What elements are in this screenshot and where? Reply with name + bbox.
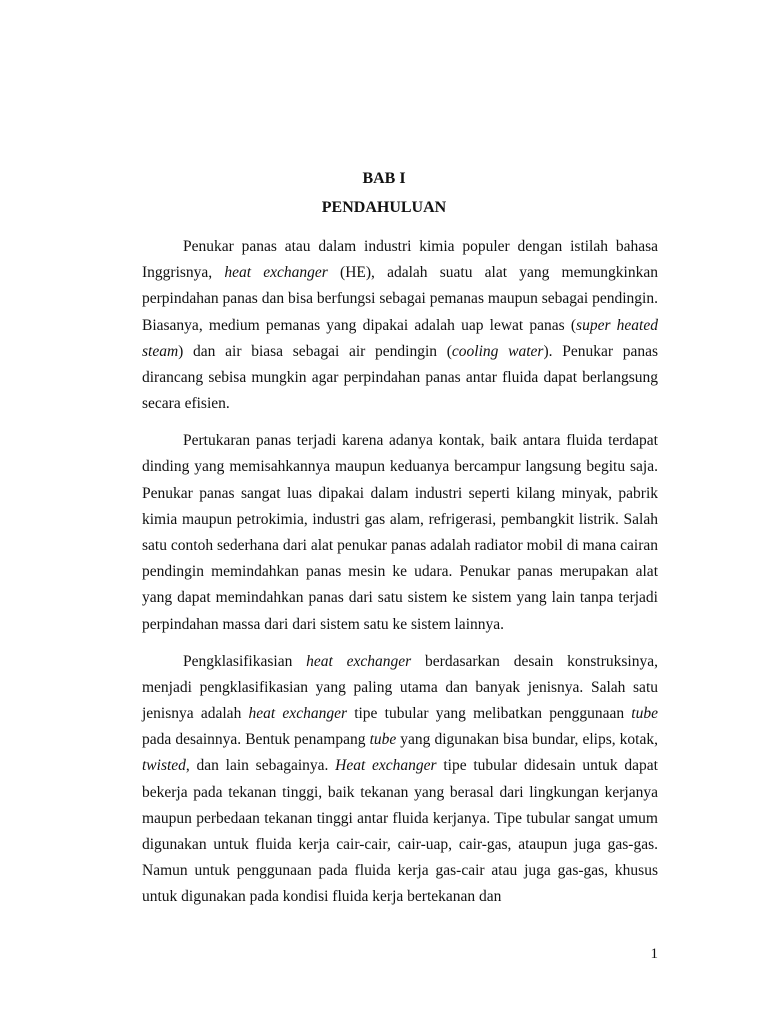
text-run: Penukar panas atau dalam industri kimia populer dengan istilah bahasa Inggrisnya, — [142, 238, 658, 282]
text-run: ). Penukar panas dirancang sebisa mungkin agar perpindahan panas antar fluida dapat berlangsung secara efisien. — [142, 342, 659, 413]
italic-term: tube — [631, 705, 658, 723]
chapter-number: BAB I — [362, 170, 406, 187]
body-text — [142, 234, 658, 911]
italic-term: heat exchanger — [306, 652, 412, 670]
text-run: berdasarkan desain konstruksinya, menjadi pengklasifikasian yang paling utama dan banyak jenisnya. Salah satu jenisnya adalah — [142, 652, 658, 723]
italic-term: twisted — [142, 757, 186, 775]
italic-term: heat exchanger — [224, 264, 328, 282]
page-number: 1 — [650, 946, 658, 962]
italic-term: cooling water — [451, 342, 544, 360]
italic-term: super heated steam — [142, 316, 658, 360]
paragraph-1 — [142, 234, 658, 417]
paragraph-2 — [142, 428, 658, 638]
text-run: ) dan air biasa sebagai air pendingin ( — [178, 342, 452, 360]
text-run: (HE), adalah suatu alat yang memungkinkan perpindahan panas dan bisa berfungsi sebagai pemanas maupun sebagai pendingin. Biasanya, medium pemanas yang dipakai adalah uap lewat panas ( — [142, 264, 658, 334]
text-run: tipe tubular didesain untuk dapat bekerja pada tekanan tinggi, baik tekanan yang berasal dari lingkungan kerjanya maupun perbedaan tekanan tinggi antar fluida kerjanya. Tipe tubular sangat umum digunakan untuk fluida kerja cair-cair, cair-uap, cair-gas, ataupun juga gas-gas. Namun untuk penggunaan pada fluida kerja gas-cair atau juga gas-gas, khusus untuk digunakan pada kondisi fluida kerja bertekanan dan — [142, 757, 658, 906]
italic-term: Heat exchanger — [335, 757, 437, 775]
italic-term: heat exchanger — [248, 705, 347, 723]
text-run: pada desainnya. Bentuk penampang — [142, 731, 370, 749]
text-run: , dan lain sebagainya. — [185, 757, 336, 775]
italic-term: tube — [369, 731, 397, 749]
paragraph-3 — [142, 649, 658, 911]
text-run: Pengklasifikasian — [183, 652, 307, 670]
text-run: Pertukaran panas terjadi karena adanya kontak, baik antara fluida terdapat dinding yang memisahkannya maupun keduanya bercampur langsung begitu saja. Penukar panas sangat luas dipakai dalam industri seperti kilang minyak, pabrik kimia maupun petrokimia, industri gas alam, refrigerasi, pembangkit listrik. Salah satu contoh sederhana dari alat penukar panas adalah radiator mobil di mana cairan pendingin memindahkan panas mesin ke udara. Penukar panas merupakan alat yang dapat memindahkan panas dari satu sistem ke sistem yang lain tanpa terjadi perpindahan massa dari dari sistem satu ke sistem lainnya. — [142, 432, 658, 633]
text-run: tipe tubular yang melibatkan penggunaan — [346, 705, 632, 723]
text-run: yang digunakan bisa bundar, elips, kotak, — [396, 731, 658, 749]
chapter-title: PENDAHULUAN — [321, 199, 447, 216]
